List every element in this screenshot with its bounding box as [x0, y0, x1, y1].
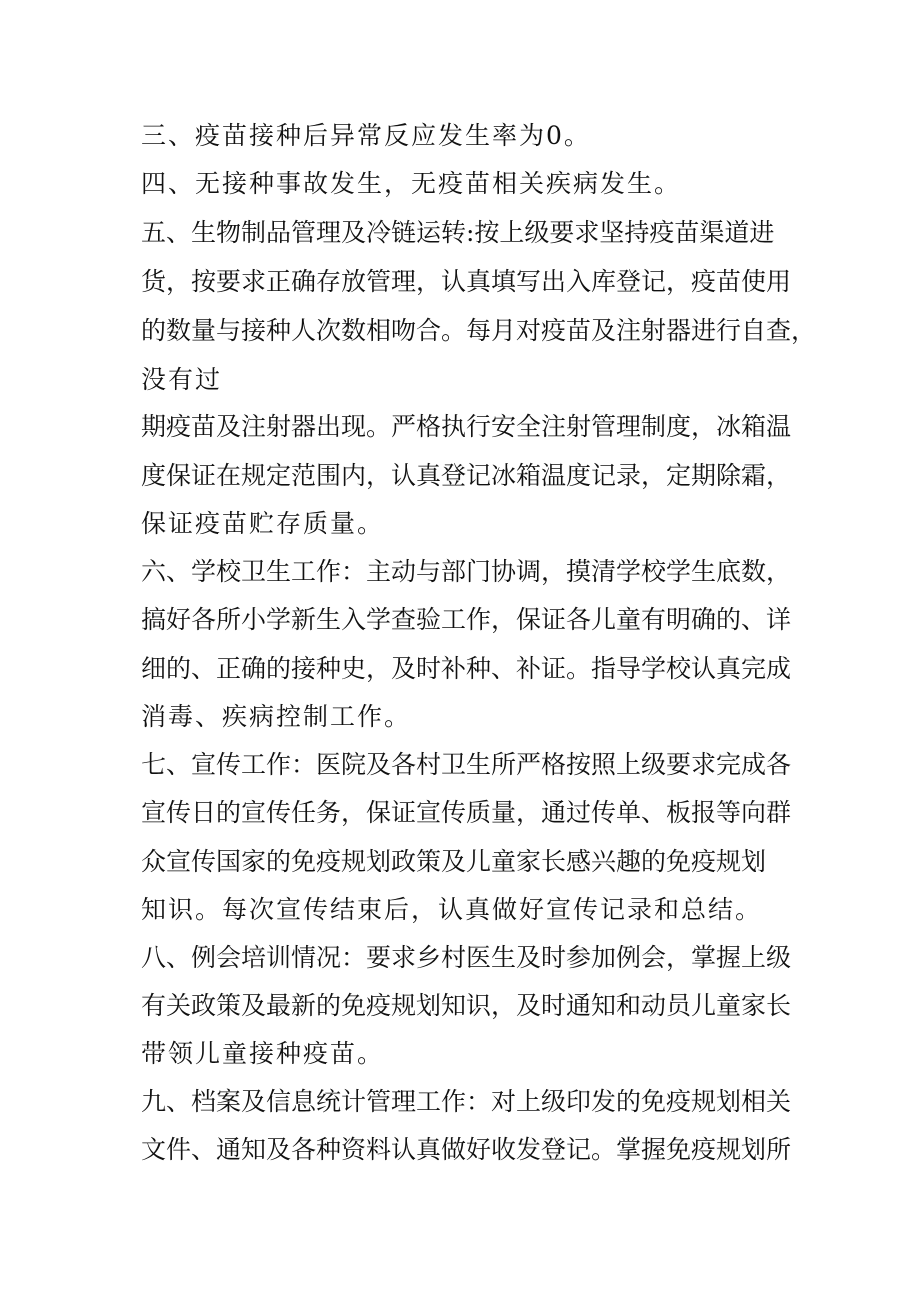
text-line: 三、疫苗接种后异常反应发生率为0。	[141, 121, 591, 150]
text-line: 货，按要求正确存放管理，认真填写出入库登记，疫苗使用	[141, 267, 792, 296]
text-line: 有关政策及最新的免疫规划知识，及时通知和动员儿童家长	[141, 991, 792, 1020]
text-line: 众宣传国家的免疫规划政策及儿童家长感兴趣的免疫规划	[141, 847, 767, 876]
text-line: 七、宣传工作：医院及各村卫生所严格按照上级要求完成各	[141, 750, 792, 779]
text-line: 九、档案及信息统计管理工作：对上级印发的免疫规划相关	[141, 1087, 792, 1116]
text-line: 没有过	[141, 365, 223, 394]
text-line: 细的、正确的接种史，及时补种、补证。指导学校认真完成	[141, 654, 792, 683]
text-line: 的数量与接种人次数相吻合。每月对疫苗及注射器进行自查，	[141, 316, 817, 345]
text-line: 保证疫苗贮存质量。	[141, 509, 385, 538]
text-line: 四、无接种事故发生，无疫苗相关疾病发生。	[141, 169, 682, 198]
text-line: 知识。每次宣传结束后，认真做好宣传记录和总结。	[141, 895, 763, 924]
text-line: 度保证在规定范围内，认真登记冰箱温度记录，定期除霜，	[141, 461, 792, 490]
text-line: 搞好各所小学新生入学查验工作，保证各儿童有明确的、详	[141, 605, 792, 634]
text-line: 宣传日的宣传任务，保证宣传质量，通过传单、板报等向群	[141, 798, 792, 827]
text-line: 文件、通知及各种资料认真做好收发登记。掌握免疫规划所	[141, 1135, 792, 1164]
text-line: 带领儿童接种疫苗。	[141, 1039, 385, 1068]
text-line: 八、例会培训情况：要求乡村医生及时参加例会，掌握上级	[141, 943, 792, 972]
text-line: 六、学校卫生工作：主动与部门协调，摸清学校学生底数，	[141, 557, 792, 586]
text-line: 五、生物制品管理及冷链运转:按上级要求坚持疫苗渠道进	[141, 218, 775, 247]
text-line: 期疫苗及注射器出现。严格执行安全注射管理制度，冰箱温	[141, 412, 792, 441]
text-line: 消毒、疾病控制工作。	[141, 702, 412, 731]
